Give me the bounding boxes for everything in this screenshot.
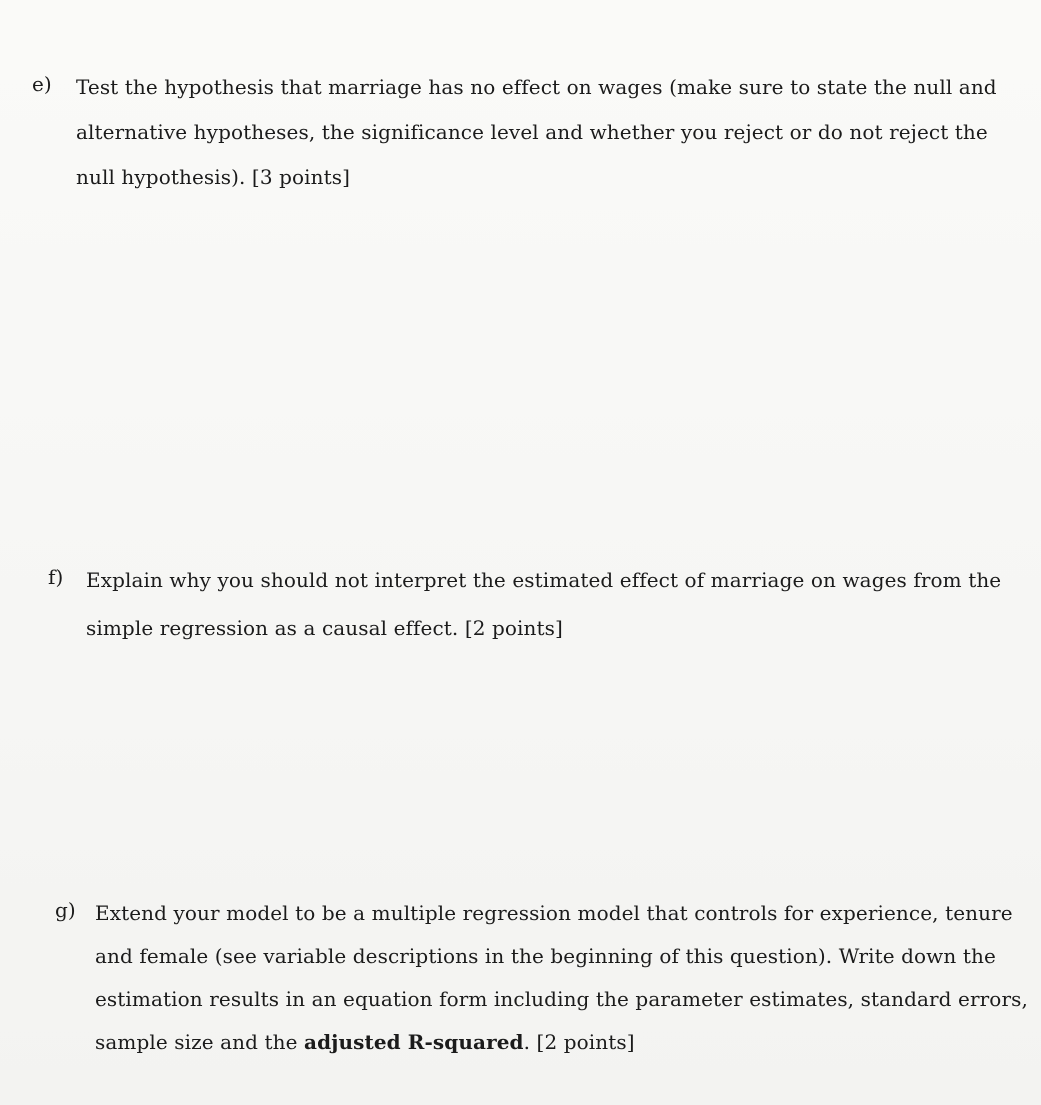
question-line: simple regression as a causal effect. [2 points] xyxy=(86,616,563,640)
question-label: g) xyxy=(55,898,76,922)
text-after-bold: . [2 points] xyxy=(523,1030,635,1054)
question-label: f) xyxy=(48,565,64,589)
question-line: null hypothesis). [3 points] xyxy=(76,165,351,189)
question-line: and female (see variable descriptions in the beginning of this question). Write down the xyxy=(95,944,996,968)
question-label: e) xyxy=(32,72,52,96)
text-before-bold: sample size and the xyxy=(95,1030,305,1054)
question-line: alternative hypotheses, the significance level and whether you reject or do not reject the xyxy=(76,120,988,144)
question-text xyxy=(76,72,997,207)
bold-term: adjusted R-squared xyxy=(304,1030,524,1054)
question-line: Explain why you should not interpret the estimated effect of marriage on wages from the xyxy=(86,568,1002,592)
question-text xyxy=(86,565,1001,661)
question-text xyxy=(95,898,1028,1070)
question-line-last xyxy=(95,1027,1028,1070)
question-line: Extend your model to be a multiple regression model that controls for experience, tenure xyxy=(95,901,1013,925)
question-line: Test the hypothesis that marriage has no effect on wages (make sure to state the null and xyxy=(76,75,997,99)
question-line: estimation results in an equation form including the parameter estimates, standard errors, xyxy=(95,987,1028,1011)
